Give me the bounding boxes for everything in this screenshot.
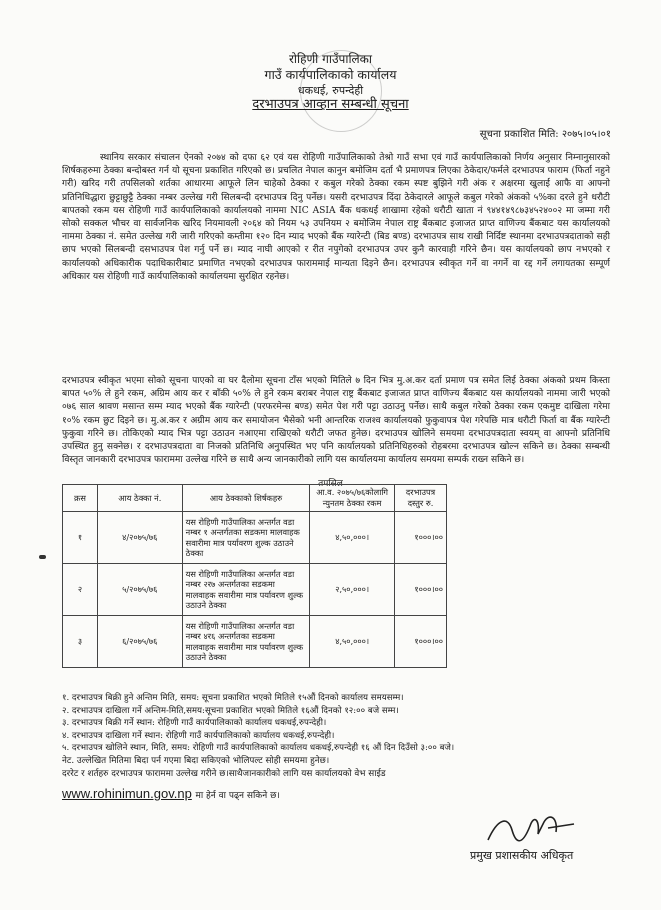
col-header-number: आय ठेक्का नं. (97, 485, 182, 512)
table-row (63, 564, 447, 616)
cell-amount: ४,५०,०००। (310, 616, 395, 668)
cell-amount: ४,५०,०००। (310, 512, 395, 564)
website-note: दररेट र शर्तहरु दरभाउपत्र फाराममा उल्लेख गरीने छ।साथैजानकारीको लागि यस कार्यालयको वेभ साईड (62, 769, 386, 779)
website-suffix: मा हेर्न वा पढ्न सकिने छ। (195, 791, 280, 801)
col-header-title: आय ठेक्काको शिर्षकहरु (182, 485, 310, 512)
website-line (62, 786, 280, 801)
col-header-fee: दरभाउपत्र दस्तुर रु. (395, 485, 447, 512)
cell-fee: १०००।०० (395, 512, 447, 564)
cell-title: यस रोहिणी गाउँपालिका अन्तर्गत वडा नम्बर १ अन्तर्गतका सडकमा मालवाहक सवारीमा मात्र पर्यावरण शुल्क उठाउने ठेक्का (182, 512, 310, 564)
municipality-name: रोहिणी गाउँपालिका (288, 52, 373, 66)
holiday-note: नेट. उल्लेखित मितिमा बिदा पर्न गएमा बिदा सकिएको भोलिपल्ट सोही समयमा हुनेछ। (62, 756, 330, 766)
condition-item: १. दरभाउपत्र बिक्री हुने अन्तिम मिति, समय: सूचना प्रकाशित भएको मितिले १५औं दिनको कार्यालय समयसम्म। (62, 693, 404, 703)
notice-title: दरभाउपत्र आव्हान सम्बन्धी सूचना (252, 97, 409, 112)
cell-fee: १०००।०० (395, 616, 447, 668)
office-name: गाउँ कार्यपालिकाको कार्यालय (264, 67, 397, 82)
paragraph-2: दरभाउपत्र स्वीकृत भएमा सोको सूचना पाएको वा घर दैलोमा सूचना टाँस भएको मितिले ७ दिन भित्र मु.अ.कर दर्ता प्रमाण पत्र समेत लिई ठेक्का अंकको प्रथम किस्ता बापत ५०% ले हुने रकम, अग्रिम आय कर र बाँकी ५०% ले हुने रकम बराबर नेपाल राष्ट्र बैंकबाट इजाजत प्राप्त वाणिज्य बैंकबाट यस कार्यालयको नाममा जारी भएको ०७६ साल श्रावण मसान्त सम्म म्याद भएको बैंक ग्यारेन्टी (परफरमेन्स बण्ड) समेत पेश गरी पट्टा उठाउनु पर्नेछ। साथै कबुल गरेको ठेक्का रकम एकमुष्ट दाखिला गरेमा १०% रकम छुट दिइने छ। मु.अ.कर र अग्रीम आय कर समायोजन भैसेको भनी आन्तरिक राजश्व कार्यालयको फुकुवापत्र पेश गरेपछि मात्र धरौटी फिर्ता वा बैंक ग्यारेन्टी फुकुवा गरिने छ। तोकिएको म्याद भित्र पट्टा उठाउन नआएमा राखिएको धरौटी जफत हुनेछ। दरभाउपत्र खोलिने समयमा दरभाउपत्रदाता स्वयम् वा आफ्नो प्रतिनिधि उपस्थित हुनु सक्नेछ। र दरभाउपत्रदाता वा निजको प्रतिनिधि अनुपस्थित भए पनि कार्यालयको प्रतिनिधिहरुको रोहबरमा दरभाउपत्र खोल्न सकिने छ। ठेक्का सम्बन्धी विस्तृत जानकारी दरभाउपत्र फाराममा उल्लेख गरिने छ साथै अन्य जानकारीको लागि यस कार्यालयमा कार्यालय समयमा सम्पर्क राख्न सकिने छ। (62, 376, 610, 466)
cell-sn: १ (63, 512, 98, 564)
cell-number: ५/२०७५/७६ (97, 564, 182, 616)
condition-item: ५. दरभाउपत्र खोलिने स्थान, मिति, समय: रोहिणी गाउँ कार्यपालिकाको कार्यालय धकधई,रुपन्देही १६ औं दिन दिउँसो ३:०० बजे। (62, 743, 455, 753)
cell-fee: १०००।०० (395, 564, 447, 616)
table-caption: तपसिल (318, 479, 343, 489)
cell-title: यस रोहिणी गाउँपालिका अन्तर्गत वडा नम्बर ४र६ अन्तर्गतका सडकमा मालवाहक सवारीमा मात्र पर्यावरण शुल्क उठाउने ठेक्का (182, 616, 310, 668)
cell-title: यस रोहिणी गाउँपालिका अन्तर्गत वडा नम्बर २र७ अन्तर्गतका सडकमा मालवाहक सवारीमा मात्र पर्यावरण शुल्क उठाउने ठेक्का (182, 564, 310, 616)
website-link[interactable]: www.rohinimun.gov.np (62, 786, 192, 801)
cell-sn: ३ (63, 616, 98, 668)
conditions-list (62, 692, 622, 755)
condition-item: ३. दरभाउपत्र बिक्री गर्ने स्थान: रोहिणी गाउँ कार्यपालिकाको कार्यालय धकधई,रुपन्देही। (62, 718, 327, 728)
col-header-sn: क्रस (63, 485, 98, 512)
condition-item: २. दरभाउपत्र दाखिला गर्ने अन्तिम-मिति,समय:सूचना प्रकाशित भएको मितिले १६औं दिनको १२:०० बजे सम्म। (62, 705, 399, 716)
table-row (63, 512, 447, 564)
signatory-title: प्रमुख प्रशासकीय अधिकृत (470, 849, 574, 862)
closing-text (62, 755, 622, 781)
table-row (63, 616, 447, 668)
office-address: धकधई, रुपन्देही (297, 84, 364, 97)
cell-amount: २,५०,०००। (310, 564, 395, 616)
condition-item: ४. दरभाउपत्र दाखिला गर्ने स्थान: रोहिणी गाउँ कार्यपालिकाको कार्यालय धकधई,रुपन्देही। (62, 730, 335, 741)
cell-number: ६/२०७५/७६ (97, 616, 182, 668)
cell-number: ४/२०७५/७६ (97, 512, 182, 564)
published-date: सूचना प्रकाशित मिति: २०७५।०५।०१ (479, 129, 611, 140)
signature-image (478, 808, 588, 853)
table-header-row (63, 485, 447, 512)
scan-mark (39, 555, 46, 559)
col-header-amount: आ.व. २०७५/७६कोलागि न्युनतम ठेक्का रकम (310, 485, 395, 512)
cell-sn: २ (63, 564, 98, 616)
paragraph-1: स्थानिय सरकार संचालन ऐनको २०७४ को दफा ६२ एवं यस रोहिणी गाउँपालिकाको तेश्रो गाउँ सभा एवं गाउँ कार्यपालिकाको निर्णय अनुसार निम्नानुसारको शिर्षकहरुमा ठेक्का बन्दोबस्त गर्न यो सूचना प्रकाशित गरिएको छ। प्रचलित नेपाल कानुन बमोजिम दर्ता भै प्रमाणपत्र लिएका ठेकेदार/फर्मले दरभाउपत्र फाराम (फिर्ता नहुने गरी) खरिद गरी तपसिलको शर्तका आधारमा आफूले लिन चाहेको ठेक्का र कबुल गरेको ठेक्का रकम स्पष्ट बुझिने गरी अंक र अक्षरमा खुलाई आफै वा आफ्नो प्रतिनिधिद्धारा छुट्टाछुट्टै ठेक्का नम्बर उल्लेख गरी सिलबन्दी दरभाउपत्र दिनु पर्नेछ। यसरी दरभाउपत्र दिंदा ठेकेदारले आफूले कबुल गरेको अंकको ५%का दरले हुने धरौटी बापतको रकम यस रोहिणी गाउँ कार्यपालिकाको कार्यालयको नाममा NIC ASIA बैंक धकधई शाखामा रहेको धरौटी खाता नं ९४४१४९८७३४५२४००२ मा जम्मा गरी सोको सक्कल भौचर वा सार्वजनिक खरिद नियमावली २०६४ को नियम ५३ उपनियम २ बमोजिम नेपाल राष्ट्र बैंकबाट इजाजत प्राप्त वाणिज्य बैंकबाट यस कार्यालयको नाममा ठेक्का नं. समेत उल्लेख गरी जारी गरिएको कम्तीमा १२० दिन म्याद भएको बैंक ग्यारेन्टी (बिड बण्ड) दरभाउपत्र साथ राखी निर्दिष्ट स्थानमा दरभाउपत्रदाताको सही छाप भएको सिलबन्दी दसभाउपत्र पेश गर्नु पर्ने छ। म्याद नाघी आएको र रीत नपुगेको दरभाउपत्र उपर कुनै कारवाही गरिने छैन। यस कार्यालयको छाप नभएको र कार्यालयको अधिकारीक पदाधिकारीबाट प्रमाणित नभएको दरभाउपत्र फाराममाई मान्यता दिइने छैन। दरभाउपत्र स्वीकृत गर्ने वा नगर्ने वा रद्द गर्ने लगायतका सम्पूर्ण अधिकार यस रोहिणी गाउँ कार्यपालिकाको कार्यालयमा सुरक्षित रहनेछ। (62, 153, 610, 282)
contract-table (62, 484, 447, 668)
